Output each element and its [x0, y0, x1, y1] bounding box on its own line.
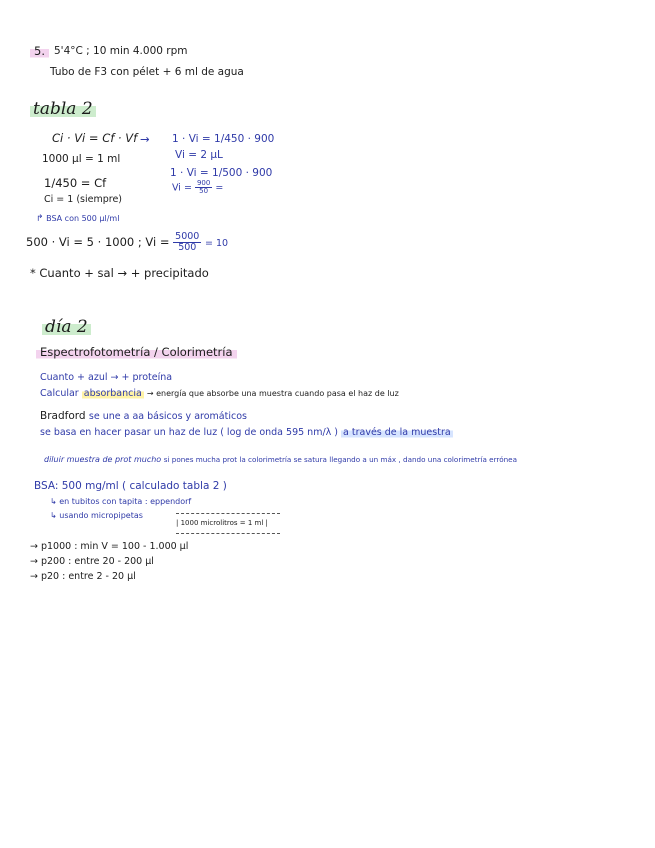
- salt-note: * Cuanto + sal → + precipitado: [30, 266, 209, 280]
- final-concentration: 1/450 = Cf: [44, 176, 107, 190]
- bsa-note: ↱ BSA con 500 µl/ml: [36, 214, 120, 224]
- line-azul-proteina: Cuanto + azul → + proteína: [40, 372, 173, 383]
- calc2b-fraction: [195, 180, 212, 196]
- calc2b-denominator: 50: [199, 187, 209, 196]
- tabla2-title: [30, 99, 96, 119]
- microlitros-text: 1000 microlitros = 1 ml: [180, 519, 264, 527]
- bsa-line-text: BSA: 500 mg/ml ( calculado tabla 2 ): [34, 480, 227, 492]
- calc3-result: = 10: [205, 237, 229, 249]
- bradford-term: Bradford: [40, 410, 86, 422]
- result1: Vi = 2 µL: [175, 149, 223, 161]
- initial-concentration-note: Ci = 1 (siempre): [44, 194, 123, 205]
- item5-line1: 5'4°C ; 10 min 4.000 rpm: [54, 45, 188, 57]
- dia2-heading: [36, 345, 237, 359]
- line-diluir: [44, 455, 517, 464]
- microlitros-box: | 1000 microlitros = 1 ml |: [176, 519, 268, 527]
- a-traves-muestra-text: a través de la muestra: [343, 427, 451, 438]
- equivalence-ml: 1000 µl = 1 ml: [42, 153, 121, 165]
- saturacion-note: si pones mucha prot la colorimetría se satura llegando a un máx , dando una colorimetría errónea: [163, 455, 517, 464]
- item5-line2: Tubo de F3 con pélet + 6 ml de agua: [50, 66, 244, 78]
- calc3-numerator: 5000: [175, 231, 200, 242]
- calc2: 1 · Vi = 1/500 · 900: [170, 167, 273, 179]
- p1000-line: → p1000 : min V = 100 - 1.000 µl: [30, 541, 189, 552]
- item-number-label: 5.: [30, 44, 49, 58]
- dia2-heading-text: Espectrofotometría / Colorimetría: [36, 345, 237, 359]
- haz-de-luz-text: se basa en hacer pasar un haz de luz ( log de onda 595 nm/λ ): [40, 427, 339, 438]
- bradford-definition: se une a aa básicos y aromáticos: [88, 411, 247, 422]
- diluir-text: diluir muestra de prot mucho: [44, 455, 162, 464]
- calc2b-numerator: 900: [196, 179, 211, 187]
- formula: Ci · Vi = Cf · Vf: [52, 131, 138, 145]
- bsa-note-text: BSA con 500 µl/ml: [46, 214, 120, 223]
- p20-line: → p20 : entre 2 - 20 µl: [30, 571, 136, 582]
- p200-line: → p200 : entre 20 - 200 µl: [30, 556, 154, 567]
- calc3: [26, 232, 228, 253]
- absorbancia-term: absorbancia: [83, 388, 142, 399]
- calc2b: [172, 180, 223, 196]
- calc3-text: 500 · Vi = 5 · 1000 ; Vi =: [26, 234, 170, 249]
- absorbancia-definition: → energía que absorbe una muestra cuando pasa el haz de luz: [146, 389, 399, 398]
- calc1: 1 · Vi = 1/450 · 900: [172, 133, 275, 145]
- calc2b-suffix: =: [215, 182, 224, 194]
- line-bradford: [40, 410, 247, 422]
- bsa-line: [34, 480, 227, 492]
- dia2-title-text: día 2: [42, 317, 91, 337]
- tabla2-title-text: tabla 2: [30, 99, 96, 119]
- calc3-fraction: [173, 232, 201, 253]
- arrow-icon: →: [140, 132, 150, 146]
- dia2-title: [42, 317, 91, 337]
- sub-eppendorf: ↳ en tubitos con tapita : eppendorf: [50, 497, 192, 506]
- sub-micropipetas: ↳ usando micropipetas: [50, 511, 143, 520]
- calc2b-prefix: Vi =: [172, 182, 192, 194]
- calcular-label: Calcular: [40, 388, 79, 399]
- line-absorbancia: [40, 388, 399, 399]
- calc3-denominator: 500: [178, 241, 197, 253]
- line-haz-de-luz: [40, 427, 453, 438]
- item-number-5: [30, 44, 49, 58]
